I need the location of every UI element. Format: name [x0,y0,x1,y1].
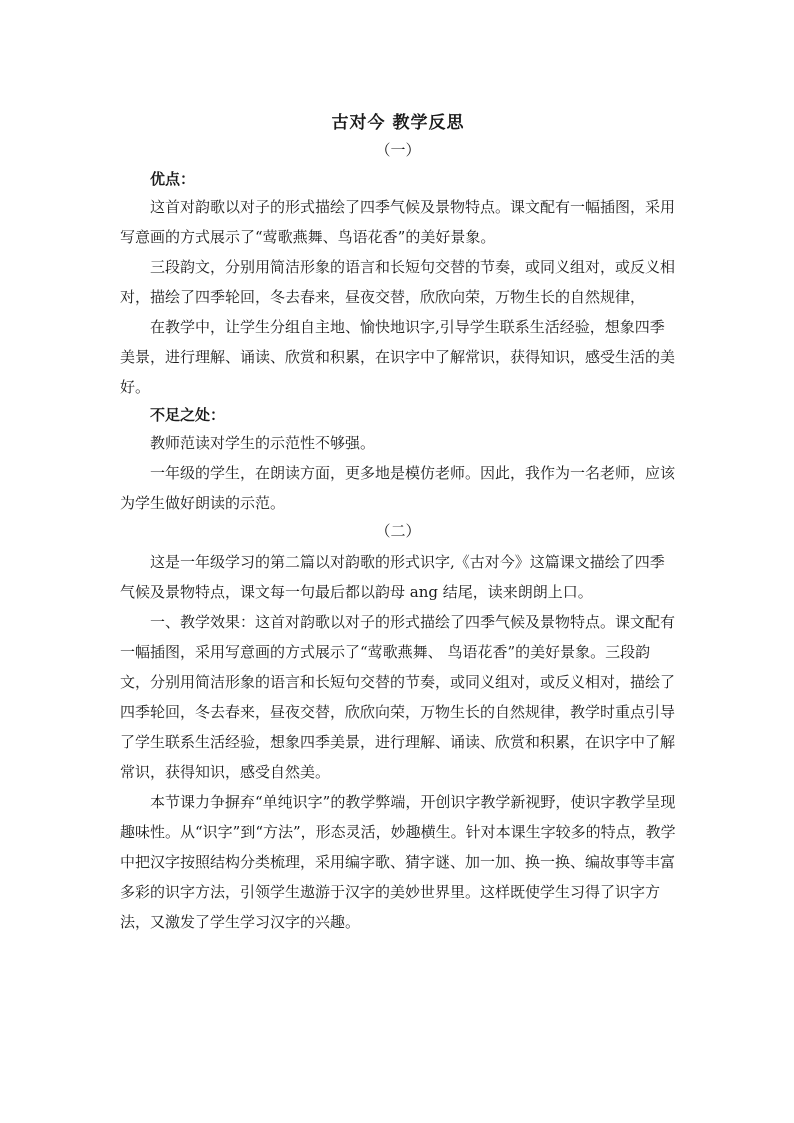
paragraph: 在教学中，让学生分组自主地、愉快地识字,引导学生联系生活经验，想象四季美景，进行理解、诵读、欣赏和积累，在识字中了解常识，获得知识，感受生活的美好。 [120,318,676,396]
paragraph: 本节课力争摒弃“单纯识字”的教学弊端，开创识字教学新视野，使识字教学呈现趣味性。从“识字”到“方法”，形态灵活，妙趣横生。针对本课生字较多的特点，教学中把汉字按照结构分类梳理，采用编字歌、猜字谜、加一加、换一换、编故事等丰富多彩的识字方法，引领学生遨游于汉字的美妙世界里。这样既使学生习得了识字方法，又激发了学生学习汉字的兴趣。 [120,793,676,931]
paragraph: 三段韵文，分别用简洁形象的语言和长短句交替的节奏，或同义组对，或反义相对，描绘了四季轮回，冬去春来，昼夜交替，欣欣向荣，万物生长的自然规律， [120,258,676,306]
paragraph: 一年级的学生，在朗读方面，更多地是模仿老师。因此，我作为一名老师，应该为学生做好朗读的示范。 [120,464,676,512]
paragraph: 这是一年级学习的第二篇以对韵歌的形式识字,《古对今》这篇课文描绘了四季气候及景物特点，课文每一句最后都以韵母 ang 结尾，读来朗朗上口。 [120,553,665,601]
page-title: 古对今 教学反思 [331,113,465,133]
heading-weakness: 不足之处： [150,406,226,424]
paragraph: 这首对韵歌以对子的形式描绘了四季气候及景物特点。课文配有一幅插图，采用写意画的方式展示了“莺歌燕舞、鸟语花香”的美好景象。 [120,198,676,246]
paragraph: 一、教学效果：这首对韵歌以对子的形式描绘了四季气候及景物特点。课文配有一幅插图，采用写意画的方式展示了“莺歌燕舞、 鸟语花香”的美好景象。三段韵文，分别用简洁形象的语言和长短句交替的节奏，或同义组对，或反义相对，描绘了四季轮回，冬去春来，昼夜交替，欣欣向荣，万物生长的自然规律，教学时重点引导了学生联系生活经验，想象四季美景，进行理解、诵读、欣赏和积累，在识字中了解常识，获得知识，感受自然美。 [120,613,676,781]
document-page [120,100,676,937]
heading-strengths: 优点： [150,170,196,188]
section-label-1: （一） [375,141,421,159]
section-label-2: （二） [375,522,421,540]
paragraph: 教师范读对学生的示范性不够强。 [150,434,376,452]
